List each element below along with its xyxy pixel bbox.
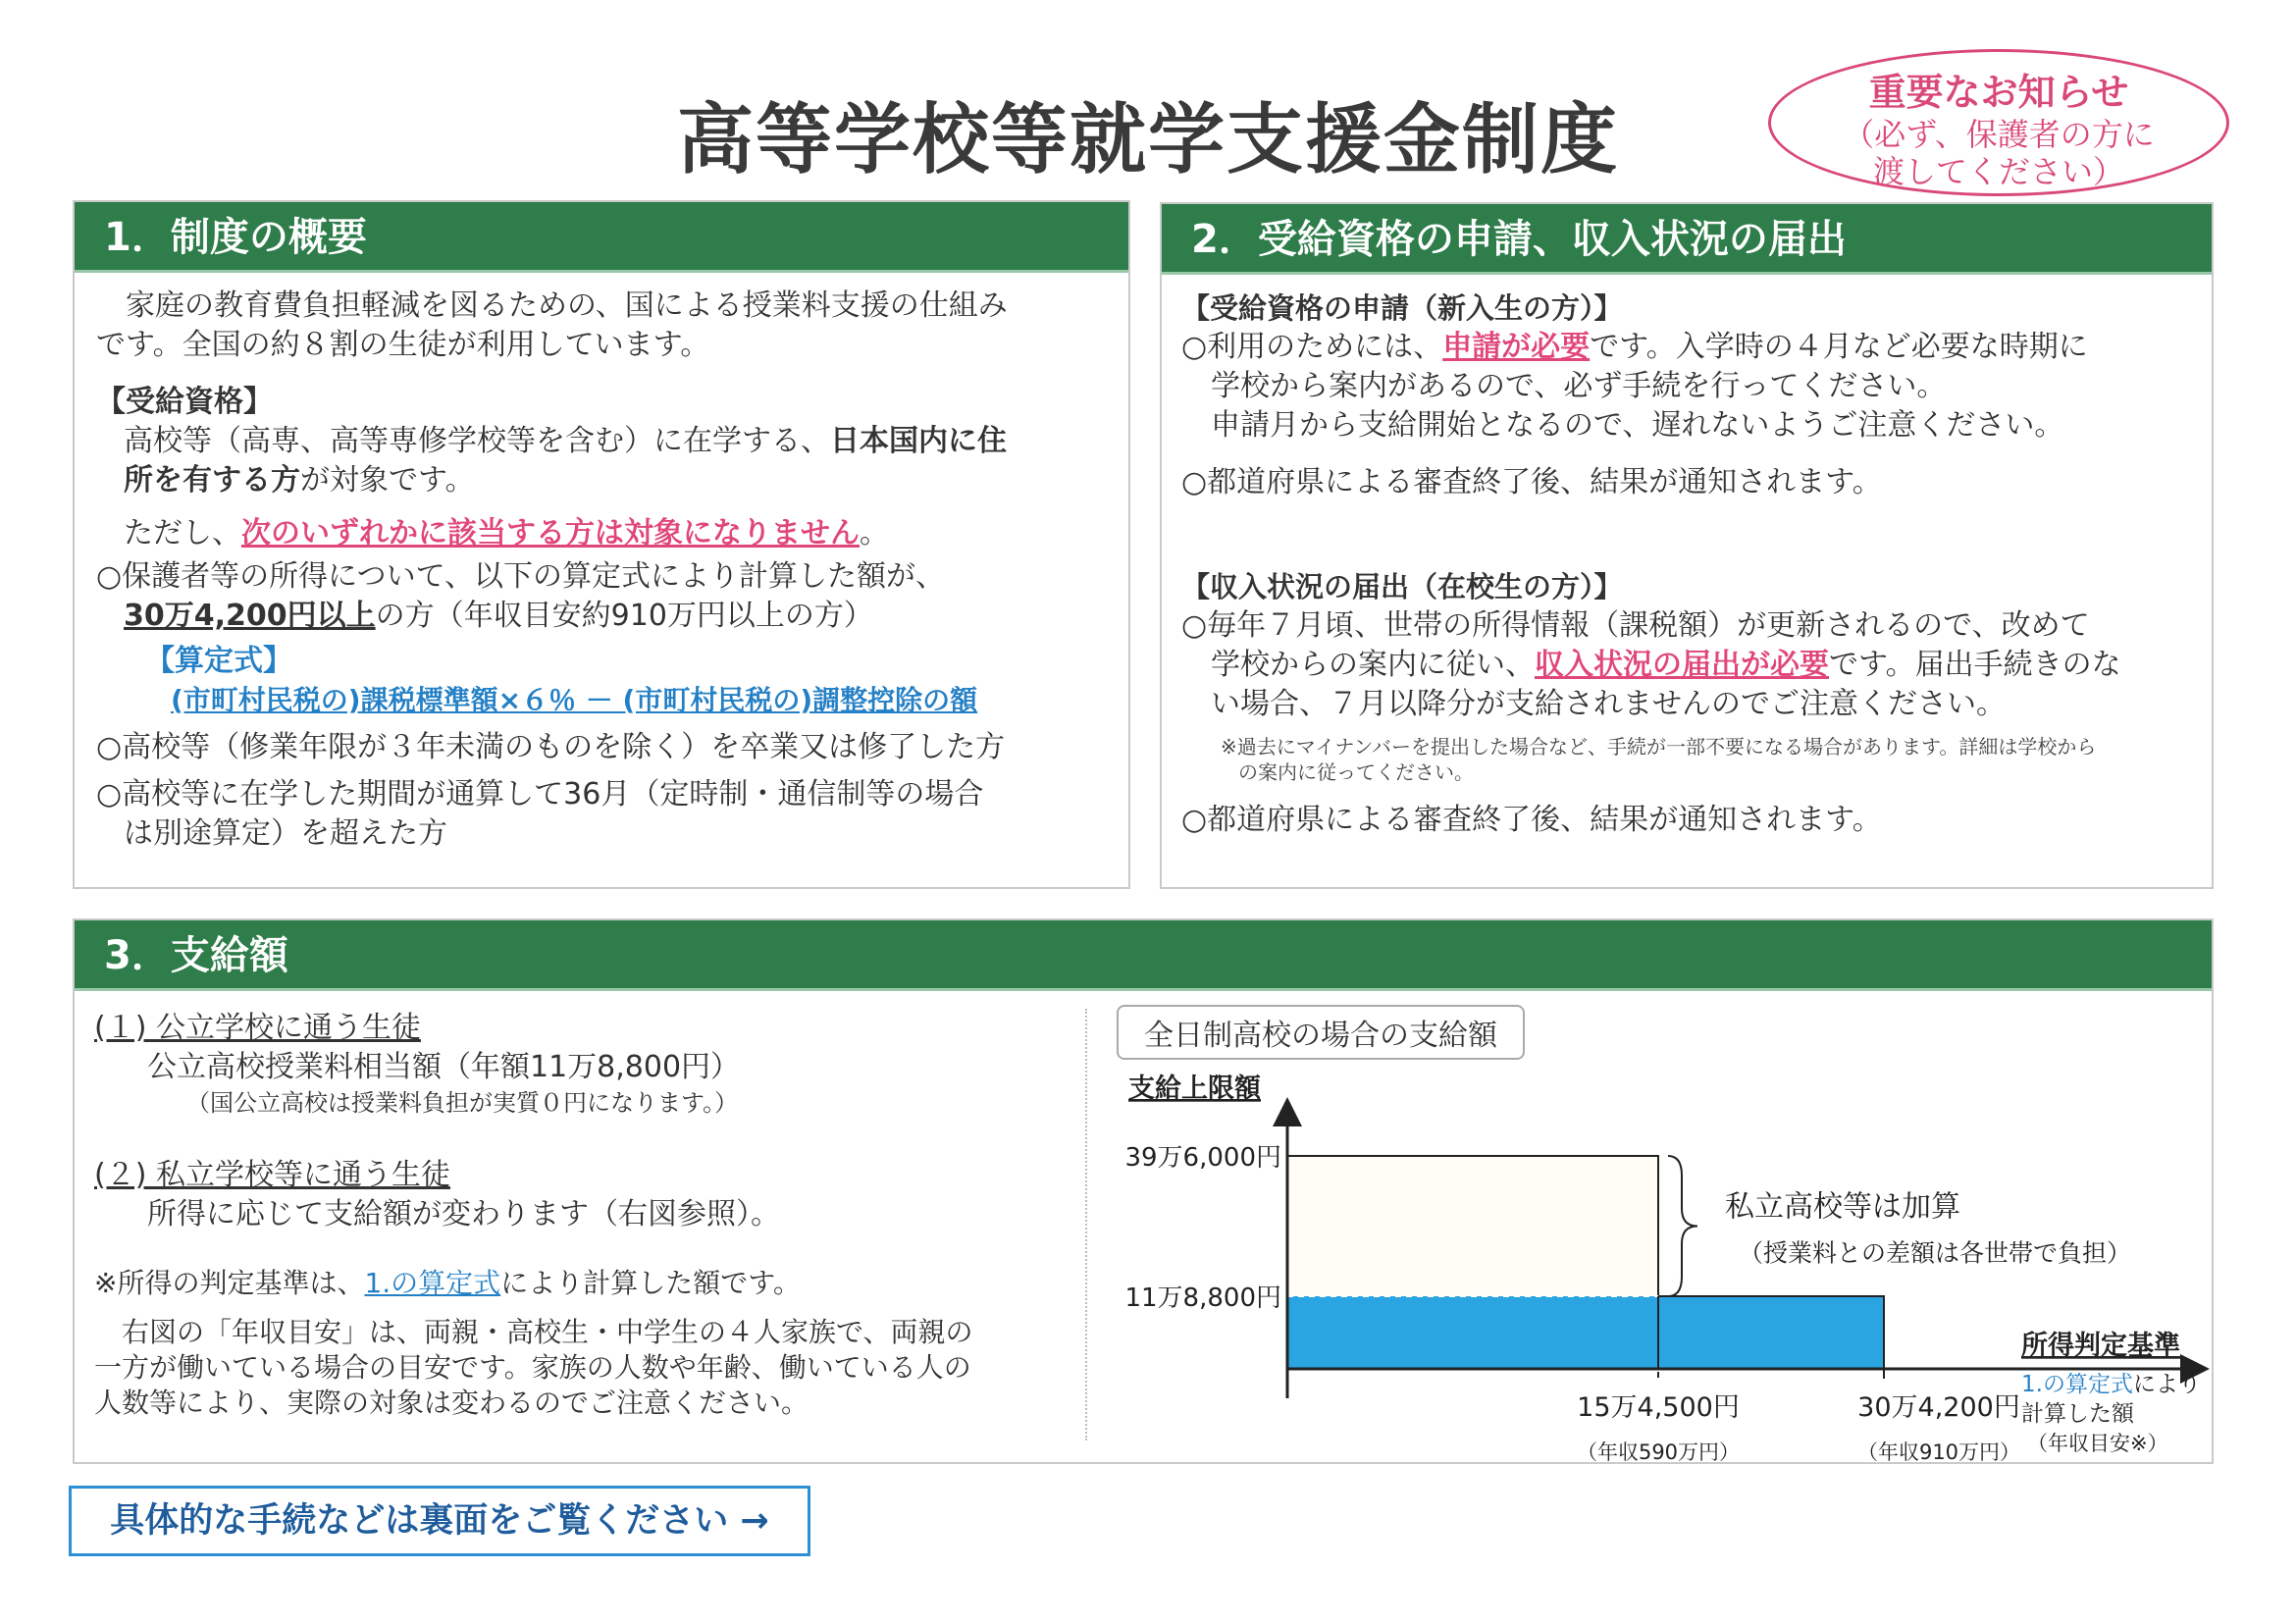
page-title: 高等学校等就学支援金制度: [676, 96, 1619, 184]
notice-line1: （必ず、保護者の方に: [1843, 116, 2155, 153]
criteria-note: ※所得の判定基準は、1.の算定式により計算した額です。: [94, 1267, 801, 1299]
private-school-amount: 所得に応じて支給額が変わります（右図参照）。: [147, 1197, 780, 1231]
section2-panel: [1160, 202, 2214, 889]
mynumber-note-line2: の案内に従ってください。: [1238, 760, 1474, 784]
application-line3: 申請月から支給開始となるので、遅れないようご注意ください。: [1211, 408, 2064, 443]
x-axis-note-line2: 計算した額: [2021, 1401, 2134, 1427]
y-axis-label: 支給上限額: [1128, 1073, 1261, 1104]
see-reverse-button[interactable]: 具体的な手続などは裏面をご覧ください →: [69, 1486, 810, 1556]
section1-panel: [73, 200, 1130, 889]
y-tick-label: 39万6,000円: [1124, 1143, 1281, 1173]
income-report-result: ○都道府県による審査終了後、結果が通知されます。: [1181, 803, 1882, 837]
bar-segment-1: [1287, 1296, 1658, 1369]
application-result: ○都道府県による審査終了後、結果が通知されます。: [1181, 465, 1882, 499]
s1-intro-line1: 家庭の教育費負担軽減を図るための、国による授業料支援の仕組み: [96, 288, 1008, 323]
public-school-heading: (１) 公立学校に通う生徒: [94, 1011, 421, 1045]
formula-heading: 【算定式】: [145, 644, 292, 678]
s1-intro-line2: です。全国の約８割の生徒が利用しています。: [96, 328, 710, 362]
chart-title: 全日制高校の場合の支給額: [1117, 1005, 1525, 1060]
income-report-line2: 学校からの案内に従い、収入状況の届出が必要です。届出手続きのな: [1211, 648, 2121, 682]
income-report-line3: い場合、７月以降分が支給されませんのでご注意ください。: [1211, 687, 2006, 721]
notice-heading: 重要なお知らせ: [1868, 71, 2129, 114]
annotation-subtext: （授業料との差額は各世帯で負担）: [1739, 1238, 2132, 1268]
explanation-line1: 右図の「年収目安」は、両親・高校生・中学生の４人家族で、両親の: [94, 1316, 973, 1348]
x-axis-note-line3: （年収目安※）: [2027, 1432, 2168, 1455]
formula-text: (市町村民税の)課税標準額×６％ － (市町村民税の)調整控除の額: [171, 684, 978, 716]
important-notice-badge: [1768, 49, 2229, 196]
condition1-line1: ○保護者等の所得について、以下の算定式により計算した額が、: [96, 559, 945, 594]
section2-header: 2．受給資格の申請、収入状況の届出: [1162, 204, 2212, 275]
eligibility-heading: 【受給資格】: [96, 385, 273, 419]
application-heading: 【受給資格の申請（新入生の方）】: [1181, 291, 1623, 325]
condition3-line1: ○高校等に在学した期間が通算して36月（定時制・通信制等の場合: [96, 777, 984, 812]
public-school-note: （国公立高校は授業料負担が実質０円になります。）: [186, 1089, 739, 1117]
benefit-chart: [1079, 1070, 2218, 1462]
income-report-line1: ○毎年７月頃、世帯の所得情報（課税額）が更新されるので、改めて: [1181, 608, 2090, 643]
public-school-amount: 公立高校授業料相当額（年額11万8,800円）: [147, 1050, 741, 1084]
explanation-line3: 人数等により、実際の対象は変わるのでご注意ください。: [94, 1387, 809, 1419]
eligibility-line2: 所を有する方が対象です。: [124, 463, 475, 497]
x-tick-sublabel: （年収590万円）: [1576, 1440, 1741, 1462]
explanation-line2: 一方が働いている場合の目安です。家族の人数や年齢、働いている人の: [94, 1351, 971, 1384]
x-axis-label: 所得判定基準: [2021, 1331, 2180, 1361]
notice-line2: 渡してください）: [1872, 153, 2124, 190]
income-report-heading: 【収入状況の届出（在校生の方）】: [1181, 570, 1623, 603]
x-axis-note-line1: 1.の算定式により: [2021, 1372, 2201, 1397]
eligibility-line1: 高校等（高専、高等専修学校等を含む）に在学する、日本国内に住: [124, 424, 1007, 458]
bar-segment-2: [1658, 1296, 1884, 1369]
condition3-line2: は別途算定）を超えた方: [124, 816, 447, 851]
brace: [1668, 1156, 1697, 1296]
mynumber-note-line1: ※過去にマイナンバーを提出した場合など、手続が一部不要になる場合があります。詳細は学校から: [1221, 735, 2097, 759]
x-tick-label: 30万4,200円: [1857, 1392, 2020, 1423]
exception-line: ただし、次のいずれかに該当する方は対象になりません。: [124, 516, 889, 550]
x-tick-sublabel: （年収910万円）: [1856, 1440, 2021, 1462]
application-line1: ○利用のためには、申請が必要です。入学時の４月など必要な時期に: [1181, 330, 2088, 364]
section1-header: 1．制度の概要: [75, 202, 1128, 273]
application-line2: 学校から案内があるので、必ず手続を行ってください。: [1211, 369, 1947, 403]
condition1-line2: 30万4,200円以上の方（年収目安約910万円以上の方）: [124, 599, 873, 633]
y-tick-label: 11万8,800円: [1124, 1283, 1281, 1313]
private-school-heading: (２) 私立学校等に通う生徒: [94, 1158, 450, 1192]
section3-header: 3．支給額: [75, 920, 2212, 991]
annotation-text: 私立高校等は加算: [1725, 1189, 1960, 1225]
x-tick-label: 15万4,500円: [1577, 1392, 1740, 1423]
condition2: ○高校等（修業年限が３年未満のものを除く）を卒業又は修了した方: [96, 730, 1006, 764]
